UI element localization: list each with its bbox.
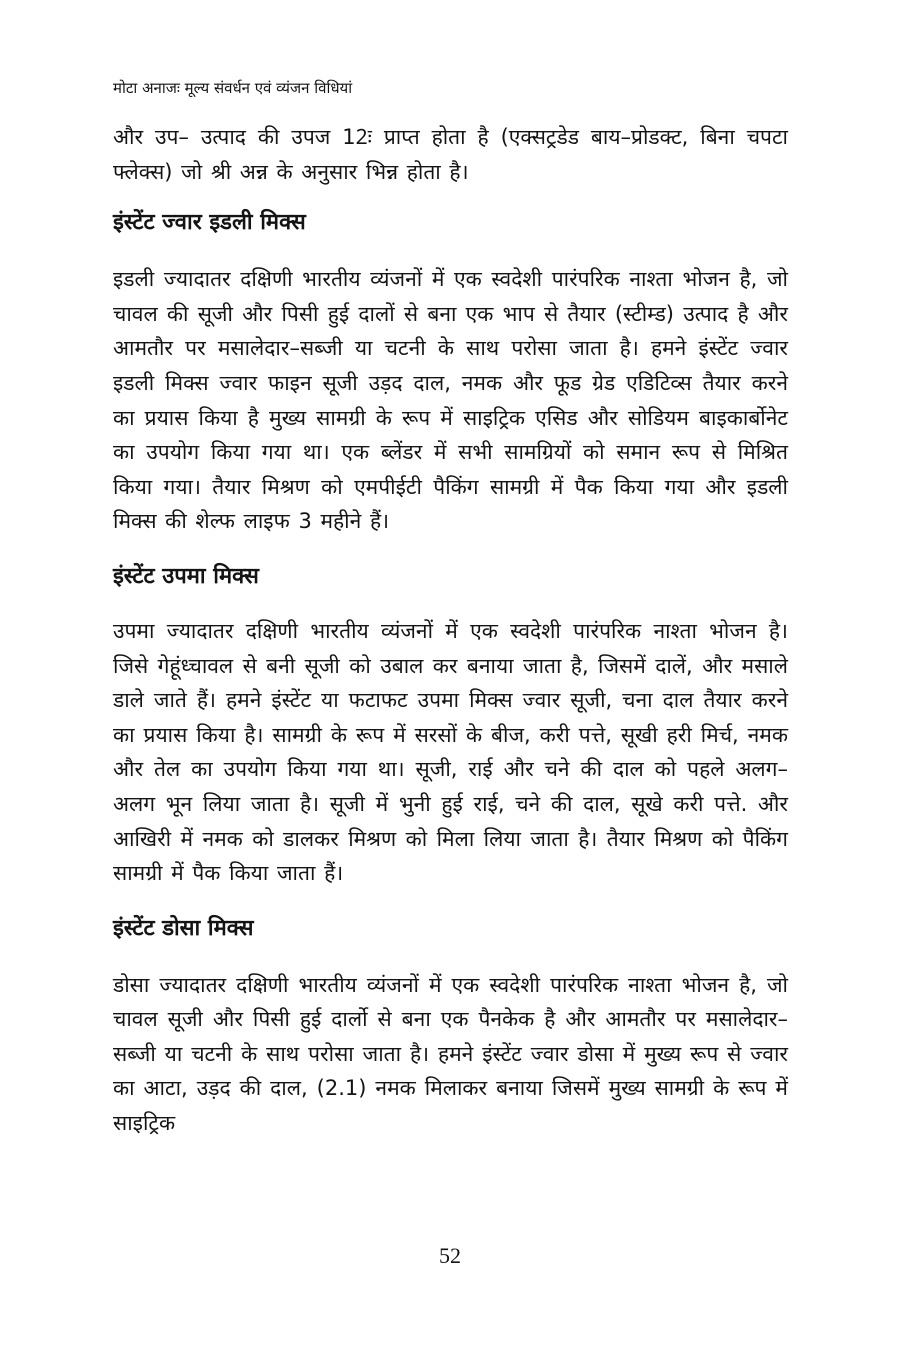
page-body — [113, 120, 788, 1141]
page-number: 52 — [439, 1243, 461, 1268]
running-header: मोटा अनाजः मूल्य संवर्धन एवं व्यंजन विधियां — [113, 79, 353, 97]
dosa-mix-paragraph: डोसा ज्यादातर दक्षिणी भारतीय व्यंजनों में एक स्वदेशी पारंपरिक नाश्ता भोजन है, जो चावल सूजी और पिसी हुई दार्लो से बना एक पैनकेक है और आमतौर पर मसालेदार–सब्जी या चटनी के साथ परोसा जाता है। हमने इंस्टेंट ज्वार डोसा में मुख्य रूप से ज्वार का आटा, उड़द की दाल, (2.1) नमक मिलाकर बनाया जिसमें मुख्य सामग्री के रूप में साइट्रिक — [113, 972, 788, 1136]
idli-mix-heading: इंस्टेंट ज्वार इडली मिक्स — [113, 210, 306, 236]
intro-paragraph: और उप– उत्पाद की उपज 12ः प्राप्त होता है (एक्सट्रडेड बाय–प्रोडक्ट, बिना चपटा फ्लेक्स) जो श्री अन्न के अनुसार भिन्न होता है। — [113, 125, 788, 184]
upma-mix-heading: इंस्टेंट उपमा मिक्स — [113, 563, 259, 589]
idli-mix-paragraph: इडली ज्यादातर दक्षिणी भारतीय व्यंजनों में एक स्वदेशी पारंपरिक नाश्ता भोजन है, जो चावल की सूजी और पिसी हुई दालों से बना एक भाप से तैयार (स्टीम्ड) उत्पाद है और आमतौर पर मसालेदार–सब्जी या चटनी के साथ परोसा जाता है। हमने इंस्टेंट ज्वार इडली मिक्स ज्वार फाइन सूजी उड़द दाल, नमक और फूड ग्रेड एडिटिव्स तैयार करने का प्रयास किया है मुख्य सामग्री के रूप में साइट्रिक एसिड और सोडियम बाइकार्बोनेट का उपयोग किया गया था। एक ब्लेंडर में सभी सामग्रियों को समान रूप से मिश्रित किया गया। तैयार मिश्रण को एमपीईटी पैकिंग सामग्री में पैक किया गया और इडली मिक्स की शेल्फ लाइफ 3 महीने हैं। — [113, 267, 788, 534]
dosa-mix-heading: इंस्टेंट डोसा मिक्स — [113, 915, 254, 941]
upma-mix-paragraph: उपमा ज्यादातर दक्षिणी भारतीय व्यंजनों में एक स्वदेशी पारंपरिक नाश्ता भोजन है। जिसे गेहूंध्चावल से बनी सूजी को उबाल कर बनाया जाता है, जिसमें दालें, और मसाले डाले जाते हैं। हमने इंस्टेंट या फटाफट उपमा मिक्स ज्वार सूजी, चना दाल तैयार करने का प्रयास किया है। सामग्री के रूप में सरसों के बीज, करी पत्ते, सूखी हरी मिर्च, नमक और तेल का उपयोग किया गया था। सूजी, राई और चने की दाल को पहले अलग–अलग भून लिया जाता है। सूजी में भुनी हुई राई, चने की दाल, सूखे करी पत्ते. और आखिरी में नमक को डालकर मिश्रण को मिला लिया जाता है। तैयार मिश्रण को पैकिंग सामग्री में पैक किया जाता हैं। — [113, 618, 788, 886]
